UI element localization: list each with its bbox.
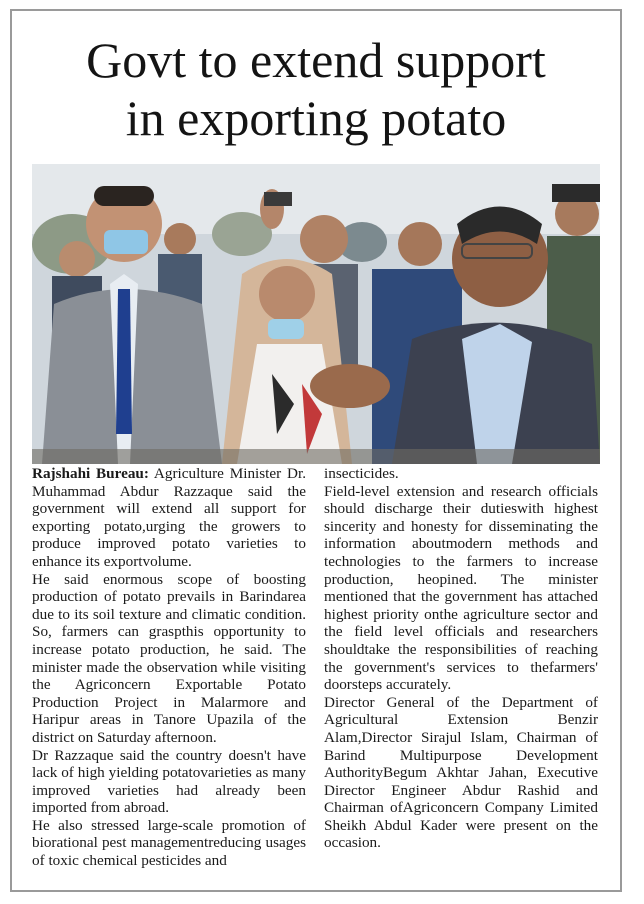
paragraph-1-text: Agriculture Minister Dr. Muhammad Abdur Razzaque said the government will extend all support for exporting potato,urging the growers to produce improved potato varieties to enhance its exportvolume. [32,465,306,570]
newspaper-clipping [10,9,622,892]
paragraph-3: Dr Razzaque said the country doesn't have lack of high yielding potatovarieties as many improved varieties had already been imported from abroad. [32,746,306,817]
headline [12,31,620,147]
article-column-right [324,465,598,852]
paragraph-6: Director General of the Department of Agricultural Extension Benzir Alam,Director Sirajul Islam, Chairman of Barind Multipurpose Development AuthorityBegum Akhtar Jahan, Executive Director Engineer Abdur Rashid and Chairman ofAgriconcern Company Limited Sheikh Abdul Kader were present on the occasion. [324,693,598,852]
news-photo [32,164,600,464]
paragraph-4-continued: insecticides. [324,465,399,482]
headline-line-2: in exporting potato [125,90,507,146]
paragraph-1 [32,465,306,571]
headline-line-1: Govt to extend support [86,32,546,88]
article-column-left [32,465,306,870]
paragraph-4: He also stressed large-scale promotion of biorational pest managementreducing usages of toxic chemical pesticides and [32,816,306,870]
paragraph-5: Field-level extension and research officials should discharge their dutieswith highest sincerity and honesty for disseminating the information aboutmodern methods and technologies to the farmers to increase production, heopined. The minister mentioned that the government has attached highest priority onthe agriculture sector and the field level officials and researchers shouldtake the responsibilities of reaching the government's services to thefarmers' doorsteps accurately. [324,482,598,694]
dateline: Rajshahi Bureau: [32,465,149,482]
paragraph-2: He said enormous scope of boosting production of potato prevails in Barindarea due to its soil texture and climatic condition. So, farmers can graspthis opportunity to increase potato production, he said. The minister made the observation while visiting the Agriconcern Exportable Potato Production Project in Malarmore and Haripur areas in Tanore Upazila of the district on Saturday afternoon. [32,570,306,746]
photo-illustration [32,164,600,464]
